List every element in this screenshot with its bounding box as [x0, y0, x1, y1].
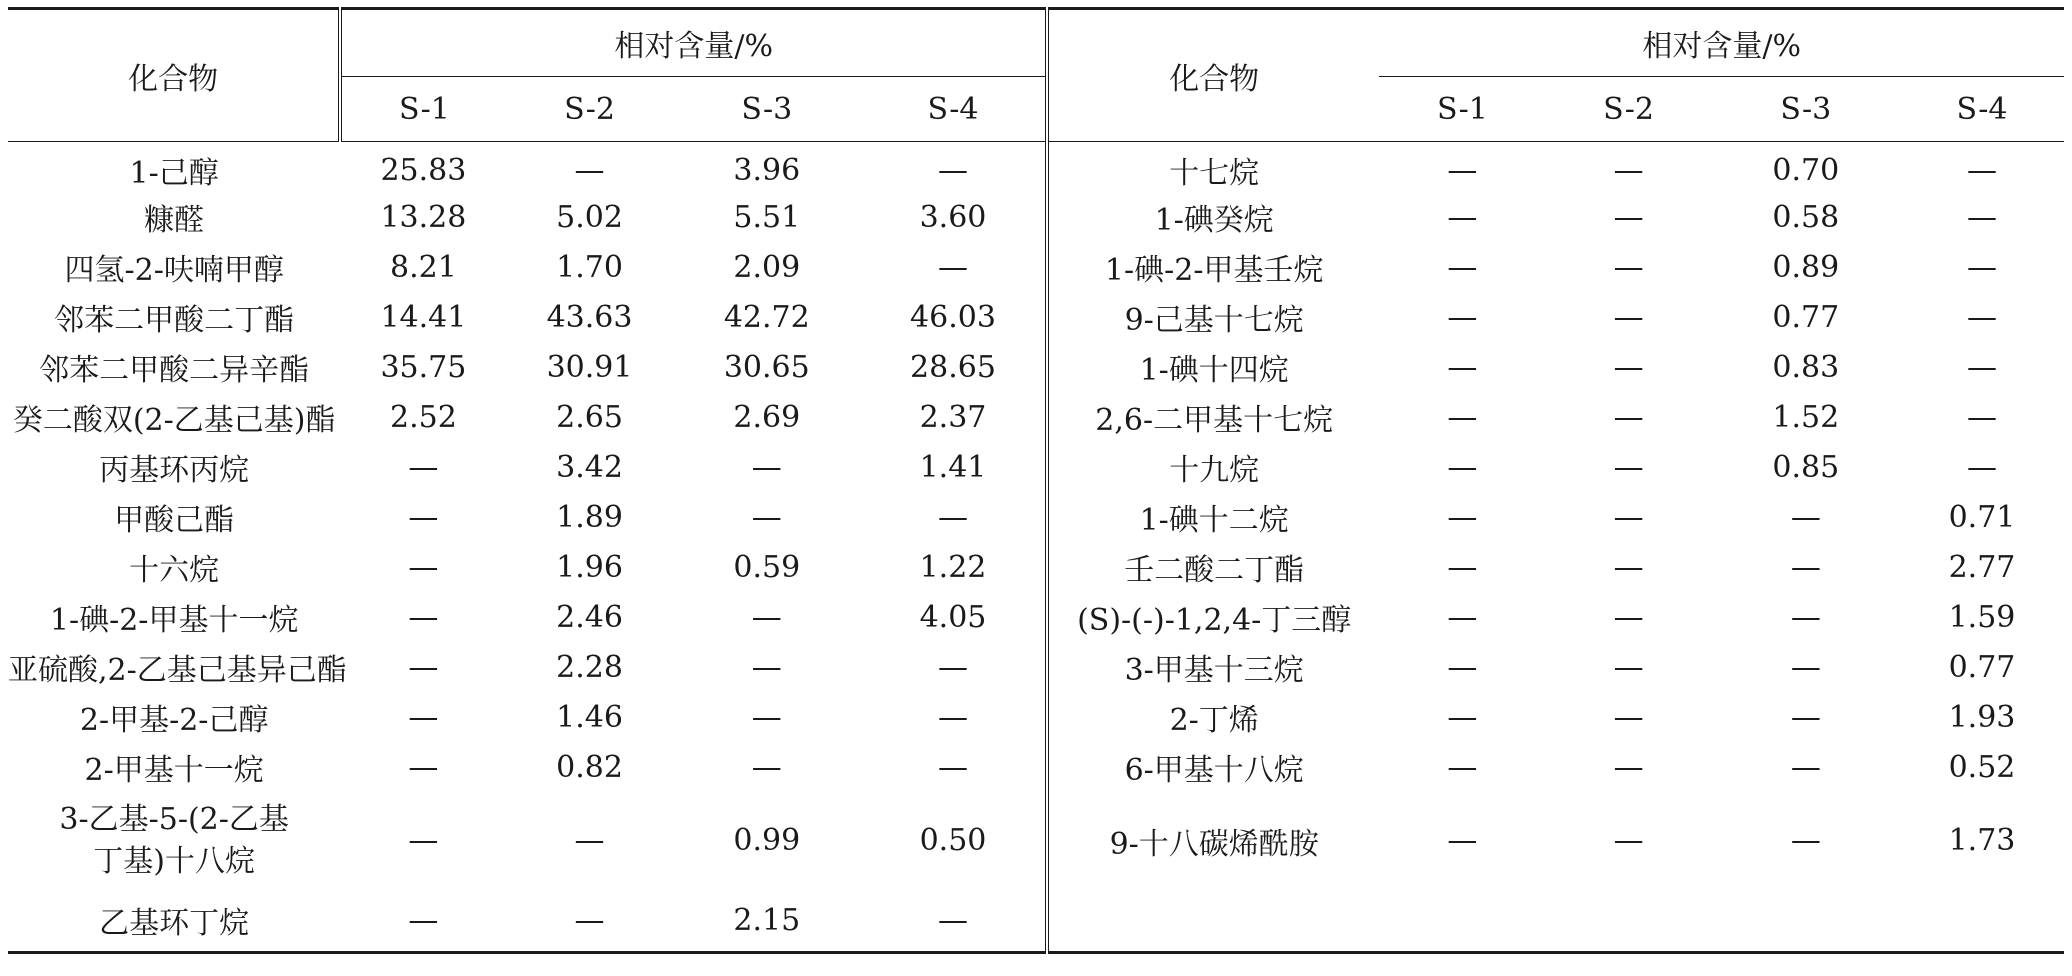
left-compound-name: 四氢-2-呋喃甲醇	[64, 253, 284, 288]
left-value-s3: —	[751, 599, 782, 635]
right-value-s3: 0.58	[1772, 199, 1840, 235]
right-value-s1: —	[1447, 599, 1478, 635]
right-value-s3: 0.70	[1772, 152, 1840, 188]
left-compound-name: 癸二酸双(2-乙基己基)酯	[12, 403, 336, 438]
right-value-s3: —	[1790, 649, 1821, 685]
right-value-s4: —	[1966, 349, 1997, 385]
left-compound-name: 亚硫酸,2-乙基己基异己酯	[8, 653, 347, 688]
left-value-s3: —	[751, 449, 782, 485]
left-value-s1: —	[408, 549, 439, 585]
left-value-s3: —	[751, 499, 782, 535]
left-value-s3: —	[751, 749, 782, 785]
right-compound-name: 十七烷	[1169, 156, 1260, 191]
left-value-s4: —	[861, 492, 1047, 542]
right-value-s1: —	[1447, 249, 1478, 285]
right-value-s2	[1546, 889, 1712, 953]
left-value-s4: 28.65	[861, 342, 1047, 392]
right-value-s1: —	[1447, 749, 1478, 785]
left-compound-name: 十六烷	[129, 553, 220, 588]
left-value-s1: 13.28	[380, 199, 467, 235]
right-value-s3: 0.89	[1772, 249, 1840, 285]
left-value-s3: 0.99	[733, 823, 801, 858]
table-row	[8, 592, 2064, 642]
left-value-s4: 1.22	[861, 542, 1047, 592]
left-compound-name: 2-甲基-2-己醇	[79, 703, 269, 738]
left-value-s4: —	[861, 742, 1047, 792]
right-compound-name: 壬二酸二丁酯	[1124, 553, 1305, 588]
left-value-s2: 43.63	[546, 299, 633, 335]
left-value-s1: —	[408, 699, 439, 735]
right-value-s2: —	[1613, 599, 1644, 635]
right-value-s4: 1.59	[1948, 599, 2016, 635]
compound-name-line: 丁基)十八烷	[93, 843, 256, 879]
right-sample-header-s1: S-1	[1379, 77, 1545, 142]
right-value-s1: —	[1447, 699, 1478, 735]
left-sample-header-s1: S-1	[340, 77, 506, 142]
right-value-s1: —	[1447, 499, 1478, 535]
right-compound-name	[1047, 889, 1379, 953]
right-value-s4: —	[1966, 199, 1997, 235]
left-value-s1: —	[408, 749, 439, 785]
right-value-s2: —	[1613, 199, 1644, 235]
left-value-s3: 5.51	[733, 199, 801, 235]
left-value-s1: —	[408, 599, 439, 635]
right-value-s3: 0.85	[1772, 449, 1840, 485]
left-value-s2: 1.46	[556, 699, 623, 735]
left-sample-header-s3: S-3	[673, 77, 861, 142]
right-value-s4: —	[1966, 152, 1997, 188]
table-row	[8, 542, 2064, 592]
left-value-s4: —	[861, 692, 1047, 742]
left-value-s1: —	[408, 499, 439, 535]
left-value-s3: 0.59	[733, 549, 801, 585]
right-value-s4: 0.71	[1948, 499, 2016, 535]
left-value-s1: 14.41	[380, 299, 467, 335]
right-value-s4: —	[1966, 299, 1997, 335]
right-compound-name: 3-甲基十三烷	[1124, 653, 1304, 688]
left-relative-content-header: 相对含量/%	[340, 9, 1047, 77]
right-relative-content-header: 相对含量/%	[1379, 9, 2064, 77]
right-value-s3: —	[1790, 823, 1821, 858]
table-row	[8, 192, 2064, 242]
left-value-s4: —	[861, 642, 1047, 692]
right-value-s3	[1712, 889, 1900, 953]
left-compound-name: 糠醛	[144, 203, 205, 238]
right-value-s1: —	[1447, 349, 1478, 385]
right-value-s2: —	[1613, 299, 1644, 335]
right-compound-name: 十九烷	[1169, 453, 1260, 488]
left-value-s4: —	[861, 889, 1047, 953]
right-value-s3: 0.77	[1772, 299, 1840, 335]
right-value-s3: —	[1790, 749, 1821, 785]
left-value-s4: 4.05	[861, 592, 1047, 642]
left-compound-name: 邻苯二甲酸二丁酯	[54, 303, 295, 338]
table-row	[8, 342, 2064, 392]
left-value-s2: 2.46	[556, 599, 623, 635]
left-value-s4: —	[861, 242, 1047, 292]
left-compound-header: 化合物	[8, 9, 340, 142]
right-sample-header-s4: S-4	[1900, 77, 2064, 142]
left-value-s4: —	[861, 142, 1047, 193]
left-value-s3: —	[751, 699, 782, 735]
left-value-s1: —	[340, 889, 506, 953]
left-compound-name: 甲酸己酯	[114, 503, 235, 538]
table-row	[8, 392, 2064, 442]
left-value-s2: 2.65	[556, 399, 623, 435]
left-value-s1: —	[408, 823, 439, 858]
left-value-s3: 42.72	[723, 299, 810, 335]
right-value-s2: —	[1613, 749, 1644, 785]
right-value-s2: —	[1613, 249, 1644, 285]
left-compound-name: 1-己醇	[129, 156, 219, 191]
right-compound-header: 化合物	[1047, 9, 1379, 142]
right-value-s2: —	[1613, 649, 1644, 685]
right-value-s1: —	[1447, 649, 1478, 685]
right-value-s4: 1.73	[1948, 823, 2016, 858]
left-value-s3: —	[751, 649, 782, 685]
right-compound-name: 9-己基十七烷	[1124, 303, 1304, 338]
right-compound-name: 2-丁烯	[1169, 703, 1259, 738]
right-compound-name: 9-十八碳烯酰胺	[1109, 826, 1319, 862]
left-value-s3: 3.96	[733, 152, 801, 188]
right-value-s1: —	[1447, 823, 1478, 858]
table-row	[8, 642, 2064, 692]
right-value-s1: —	[1447, 199, 1478, 235]
right-value-s1: —	[1447, 549, 1478, 585]
left-value-s4: 2.37	[861, 392, 1047, 442]
left-sample-header-s4: S-4	[861, 77, 1047, 142]
right-value-s3: 0.83	[1772, 349, 1840, 385]
table-row	[8, 242, 2064, 292]
table-row	[8, 292, 2064, 342]
left-value-s1: 35.75	[380, 349, 467, 385]
table-row	[8, 492, 2064, 542]
right-value-s2: —	[1613, 399, 1644, 435]
right-compound-name: 6-甲基十八烷	[1124, 753, 1304, 788]
left-compound-name: 1-碘-2-甲基十一烷	[49, 603, 299, 638]
right-value-s2: —	[1613, 699, 1644, 735]
left-value-s2: 0.82	[556, 749, 623, 785]
right-value-s3: 1.52	[1772, 399, 1840, 435]
left-value-s1: 8.21	[389, 249, 457, 285]
right-value-s3: —	[1790, 599, 1821, 635]
left-value-s2: 3.42	[556, 449, 623, 485]
left-value-s3: 2.15	[673, 889, 861, 953]
left-value-s1: 25.83	[380, 152, 467, 188]
left-value-s2: —	[574, 823, 605, 858]
right-value-s1: —	[1447, 299, 1478, 335]
left-value-s4: 46.03	[861, 292, 1047, 342]
left-value-s2: 30.91	[546, 349, 633, 385]
left-value-s2: —	[574, 152, 605, 188]
compound-content-table	[8, 7, 2064, 963]
right-compound-name: 1-碘-2-甲基壬烷	[1104, 253, 1324, 288]
left-value-s1: —	[408, 449, 439, 485]
right-value-s4: 0.52	[1948, 749, 2016, 785]
left-value-s1: 2.52	[389, 399, 457, 435]
relative-content-table	[8, 7, 2064, 954]
table-row	[8, 792, 2064, 889]
left-value-s2: 5.02	[556, 199, 623, 235]
right-value-s2: —	[1613, 152, 1644, 188]
right-value-s2: —	[1613, 823, 1644, 858]
right-value-s1: —	[1447, 152, 1478, 188]
left-value-s3: 30.65	[723, 349, 810, 385]
right-value-s3: —	[1790, 549, 1821, 585]
left-value-s3: 2.09	[733, 249, 801, 285]
right-compound-name: 1-碘癸烷	[1154, 203, 1274, 238]
left-value-s2: 1.89	[556, 499, 623, 535]
compound-name-line: 3-乙基-5-(2-乙基	[59, 801, 289, 837]
left-compound-name: 邻苯二甲酸二异辛酯	[39, 353, 310, 388]
right-value-s4: —	[1966, 399, 1997, 435]
left-compound-name: 丙基环丙烷	[99, 453, 250, 488]
left-value-s2: 1.96	[556, 549, 623, 585]
right-value-s3: —	[1790, 699, 1821, 735]
right-value-s4: —	[1966, 449, 1997, 485]
right-value-s4: 0.77	[1948, 649, 2016, 685]
left-value-s1: —	[408, 649, 439, 685]
right-value-s2: —	[1613, 349, 1644, 385]
table-row	[8, 142, 2064, 193]
right-value-s4: 1.93	[1948, 699, 2016, 735]
right-value-s1	[1379, 889, 1545, 953]
right-value-s1: —	[1447, 449, 1478, 485]
right-compound-name: (S)-(-)-1,2,4-丁三醇	[1077, 603, 1352, 638]
right-compound-name: 1-碘十二烷	[1139, 503, 1289, 538]
left-value-s4: 0.50	[861, 792, 1047, 889]
table-row	[8, 742, 2064, 792]
right-value-s2: —	[1613, 549, 1644, 585]
right-value-s4: 2.77	[1948, 549, 2016, 585]
right-value-s2: —	[1613, 449, 1644, 485]
table-row	[8, 889, 2064, 953]
left-value-s3: 2.69	[733, 399, 801, 435]
left-value-s2: 2.28	[556, 649, 623, 685]
table-row	[8, 692, 2064, 742]
right-value-s3: —	[1790, 499, 1821, 535]
left-value-s4: 1.41	[861, 442, 1047, 492]
left-value-s2: 1.70	[556, 249, 623, 285]
right-sample-header-s2: S-2	[1546, 77, 1712, 142]
left-value-s2: —	[506, 889, 672, 953]
right-value-s1: —	[1447, 399, 1478, 435]
left-sample-header-s2: S-2	[506, 77, 672, 142]
right-value-s4: —	[1966, 249, 1997, 285]
left-compound-name	[8, 792, 340, 889]
left-compound-name: 乙基环丁烷	[8, 889, 340, 953]
right-sample-header-s3: S-3	[1712, 77, 1900, 142]
right-compound-name: 2,6-二甲基十七烷	[1095, 403, 1334, 438]
right-compound-name: 1-碘十四烷	[1139, 353, 1289, 388]
table-row	[8, 442, 2064, 492]
left-value-s4: 3.60	[861, 192, 1047, 242]
right-value-s2: —	[1613, 499, 1644, 535]
right-value-s4	[1900, 889, 2064, 953]
left-compound-name: 2-甲基十一烷	[84, 753, 264, 788]
